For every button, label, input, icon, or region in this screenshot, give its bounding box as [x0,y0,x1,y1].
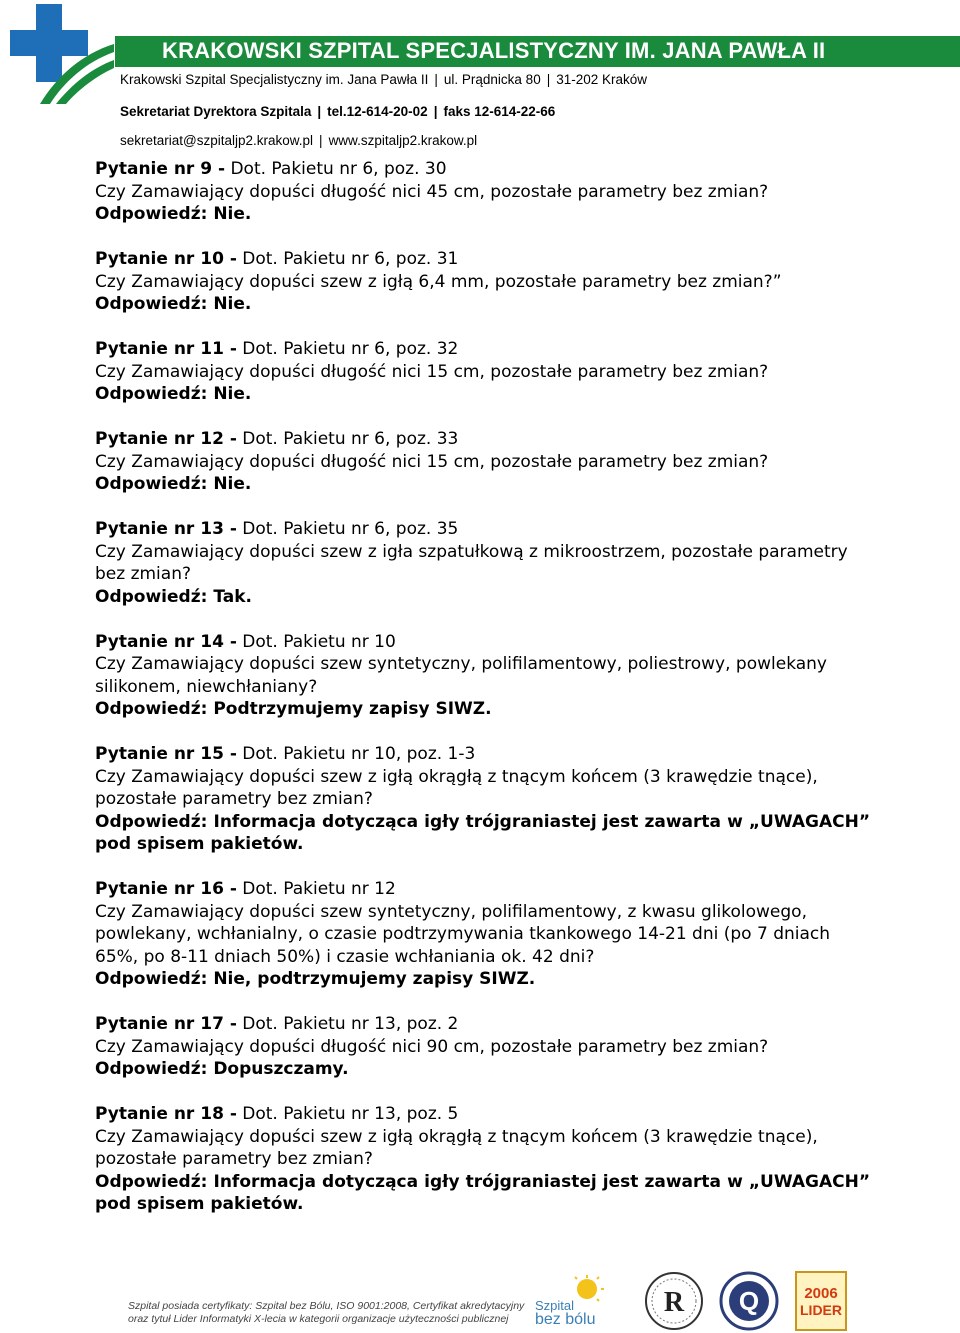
hospital-cross-logo-icon [2,4,114,104]
answer-label: Odpowiedź: [95,586,208,607]
answer [95,383,870,406]
certification-r-icon [642,1271,706,1331]
question-number: Pytanie nr 10 - [95,249,237,269]
qa-item [95,743,870,856]
lider-text [795,1285,847,1318]
qa-item [95,1013,870,1081]
lider-2006-badge [795,1271,847,1331]
question-text: Czy Zamawiający dopuści szew z igłą okrągłą z tnącym końcem (3 krawędzie tnące), pozostałe parametry bez zmian? [95,766,818,809]
qa-item [95,878,870,991]
lider-year: 2006 [804,1285,838,1302]
question-number: Pytanie nr 17 - [95,1014,237,1034]
secretariat-label: Sekretariat Dyrektora Szpitala [120,104,312,119]
qa-item [95,158,870,226]
answer-text: Nie. [207,384,252,404]
answer [95,968,870,991]
question-text: Czy Zamawiający dopuści długość nici 15 cm, pozostałe parametry bez zmian? [95,451,769,472]
question-reference: Dot. Pakietu nr 13, poz. 2 [236,1014,459,1034]
web-line: sekretariat@szpitaljp2.krakow.pl | www.szpitaljp2.krakow.pl [120,133,478,148]
answer-text: Nie. [207,294,252,314]
question-number: Pytanie nr 9 - [95,159,226,179]
badge-sbb-line-1: Szpital [535,1298,575,1313]
answer-label: Odpowiedź: [95,474,208,494]
contact-line: Sekretariat Dyrektora Szpitala | tel.12-614-20-02 | faks 12-614-22-66 [120,104,556,119]
qa-item [95,518,870,608]
question-text: Czy Zamawiający dopuści długość nici 45 cm, pozostałe parametry bez zmian? [95,181,769,202]
answer-label: Odpowiedź: [95,811,208,832]
phone-number: tel.12-614-20-02 [327,104,428,119]
badge-r-letter: R [663,1287,685,1318]
question-text: Czy Zamawiający dopuści szew syntetyczny, polifilamentowy, poliestrowy, powlekany silikonem, niewchłaniany? [95,654,827,697]
question-reference: Dot. Pakietu nr 13, poz. 5 [236,1104,459,1124]
answer-text: Nie. [207,204,252,224]
question-reference: Dot. Pakietu nr 6, poz. 31 [236,249,459,269]
answer [95,203,870,226]
answer [95,698,870,721]
address-line: Krakowski Szpital Specjalistyczny im. Jana Pawła II | ul. Prądnicka 80 | 31-202 Kraków [120,72,648,87]
answer [95,1171,870,1216]
address-name: Krakowski Szpital Specjalistyczny im. Jana Pawła II [120,72,429,87]
address-city: 31-202 Kraków [556,72,648,87]
question-reference: Dot. Pakietu nr 12 [236,879,396,899]
hospital-without-pain-badge [535,1275,615,1331]
answer-label: Odpowiedź: [95,204,208,224]
question-reference: Dot. Pakietu nr 6, poz. 32 [236,339,459,359]
certificates-line-2: oraz tytuł Lider Informatyki X-lecia w kategorii organizacje użyteczności publicznej [128,1313,509,1325]
answer [95,1058,870,1081]
answer-text: Nie. [207,474,252,494]
answer [95,473,870,496]
iso-quality-q-icon [718,1271,780,1331]
answer-text: Podtrzymujemy zapisy SIWZ. [207,699,492,719]
question-text: Czy Zamawiający dopuści długość nici 90 cm, pozostałe parametry bez zmian? [95,1036,769,1057]
question-reference: Dot. Pakietu nr 6, poz. 35 [236,519,459,539]
question-number: Pytanie nr 14 - [95,631,237,652]
badge-sbb-line-2: bez bólu [535,1311,596,1328]
question-text: Czy Zamawiający dopuści szew syntetyczny, polifilamentowy, z kwasu glikolowego, powlekany, wchłanialny, o czasie podtrzymywania tkankowego 14-21 dni (po 7 dniach 65%, po 8-11 dniach 50%) i czasie wchłaniania ok. 42 dni? [95,901,831,967]
question-heading [95,248,870,271]
qa-item [95,338,870,406]
question-heading [95,743,870,766]
answer-text: Tak. [207,586,252,607]
answer [95,811,870,856]
question-text: Czy Zamawiający dopuści szew z igła szpatułkową z mikroostrzem, pozostałe parametry bez zmian? [95,541,848,584]
question-number: Pytanie nr 11 - [95,339,237,359]
question-heading [95,158,870,181]
answer [95,586,870,609]
fax-number: faks 12-614-22-66 [443,104,556,119]
answer-label: Odpowiedź: [95,969,208,989]
answer-label: Odpowiedź: [95,384,208,404]
question-heading [95,518,870,541]
badge-sbb-text [535,1299,615,1327]
answer-text: Nie, podtrzymujemy zapisy SIWZ. [207,969,536,989]
address-street: ul. Prądnicka 80 [443,72,541,87]
qa-item [95,428,870,496]
certificates-line-1: Szpital posiada certyfikaty: Szpital bez Bólu, ISO 9001:2008, Certyfikat akredytacyjny [128,1300,525,1312]
answer-text: Informacja dotycząca igły trójgraniastej jest zawarta w „UWAGACH” pod spisem pakietów. [95,811,870,854]
question-heading [95,878,870,901]
lider-word: LIDER [800,1302,842,1318]
question-reference: Dot. Pakietu nr 6, poz. 33 [236,429,459,449]
question-heading [95,631,870,654]
question-text: Czy Zamawiający dopuści szew z igłą okrągłą z tnącym końcem (3 krawędzie tnące), pozostałe parametry bez zmian? [95,1126,818,1169]
question-heading [95,428,870,451]
qa-item [95,1103,870,1216]
question-text: Czy Zamawiający dopuści długość nici 15 cm, pozostałe parametry bez zmian? [95,361,769,382]
answer-label: Odpowiedź: [95,699,208,719]
email-link[interactable]: sekretariat@szpitaljp2.krakow.pl [120,133,314,148]
question-number: Pytanie nr 12 - [95,429,237,449]
badge-q-letter: Q [738,1286,760,1316]
question-number: Pytanie nr 15 - [95,744,237,764]
answer-text: Dopuszczamy. [207,1059,349,1079]
answer-label: Odpowiedź: [95,1171,208,1192]
website-link[interactable]: www.szpitaljp2.krakow.pl [328,133,478,148]
qa-item [95,631,870,721]
questions-answers [95,158,870,1216]
letterhead [0,0,960,150]
question-number: Pytanie nr 18 - [95,1104,237,1124]
answer-label: Odpowiedź: [95,294,208,314]
question-number: Pytanie nr 13 - [95,519,237,539]
certificates-text [128,1300,528,1326]
question-heading [95,1103,870,1126]
qa-item [95,248,870,316]
answer-label: Odpowiedź: [95,1059,208,1079]
hospital-name-banner: KRAKOWSKI SZPITAL SPECJALISTYCZNY IM. JANA PAWŁA II [162,38,826,63]
certificates-footer [0,1265,960,1333]
question-reference: Dot. Pakietu nr 6, poz. 30 [225,159,447,179]
question-number: Pytanie nr 16 - [95,879,237,899]
question-heading [95,338,870,361]
answer [95,293,870,316]
question-reference: Dot. Pakietu nr 10, poz. 1-3 [236,744,476,764]
question-heading [95,1013,870,1036]
question-reference: Dot. Pakietu nr 10 [236,631,396,652]
question-text: Czy Zamawiający dopuści szew z igłą 6,4 mm, pozostałe parametry bez zmian?” [95,271,782,292]
answer-text: Informacja dotycząca igły trójgraniastej jest zawarta w „UWAGACH” pod spisem pakietów. [95,1171,870,1214]
